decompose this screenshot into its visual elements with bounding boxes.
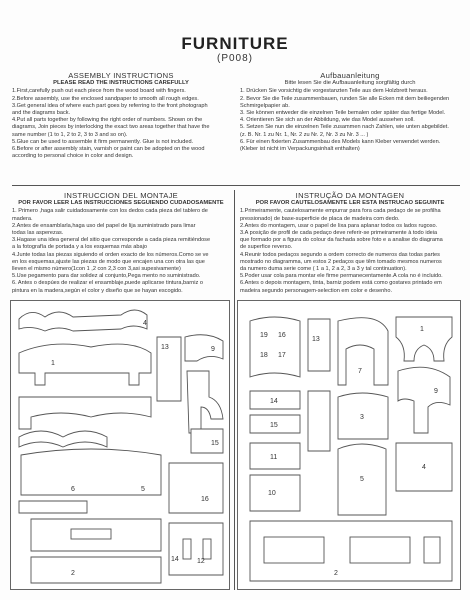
parts-diagram-right bbox=[238, 301, 460, 589]
part-number: 17 bbox=[278, 352, 286, 359]
part-number: 15 bbox=[270, 422, 278, 429]
english-step: 4.Put all parts together by following the right order of numbers. Shown on the bbox=[12, 117, 203, 124]
part-number: 6 bbox=[71, 486, 75, 493]
english-step: 1.First,carefully push out each piece from the wood board with fingers. bbox=[12, 88, 186, 95]
german-step: 3. Sie können entweder die einzelnen Teile bemalen oder später das fertige Model. bbox=[240, 110, 446, 117]
spanish-step: a la fotografía de portada y a los esquemas más abajo bbox=[12, 244, 147, 251]
part-piece bbox=[396, 317, 452, 361]
portuguese-step: 5.Poder usar cola para montar ele firme permanecentamente.A cola no é incluido. bbox=[240, 273, 443, 280]
german-step: 6. Für einen fixierten Zusammenbau des Models kann Kleber verwendet werden. bbox=[240, 138, 441, 145]
part-piece bbox=[169, 463, 223, 513]
english-heading: ASSEMBLY INSTRUCTIONS bbox=[68, 71, 174, 80]
part-number: 16 bbox=[278, 332, 286, 339]
part-slot bbox=[203, 539, 211, 559]
part-piece bbox=[185, 335, 223, 361]
german-step: 5. Setzen Sie nun die einzelnen Teile zusammen nach Zahlen, wie unten abgebildet. bbox=[240, 124, 449, 131]
part-number: 12 bbox=[197, 558, 205, 565]
part-number: 14 bbox=[270, 398, 278, 405]
portuguese-step: pressionado) de base-superficie de placa de madeira com dedo. bbox=[240, 215, 400, 222]
portuguese-step: que formado por a figura do colour da fachada sobre foto e a analise do diagrama bbox=[240, 237, 443, 244]
english-step: 6.Before or after assembly stain, varnish or paint can be adopted on the wood bbox=[12, 146, 205, 153]
german-instructions bbox=[240, 72, 460, 153]
product-code: (P008) bbox=[216, 53, 253, 64]
parts-diagram-left bbox=[11, 301, 229, 589]
spanish-step: en los esquemas,ajuste las piezas de modo que encajen una con otra las que bbox=[12, 258, 205, 265]
part-number: 1 bbox=[420, 326, 424, 333]
spanish-step: 3.Hagase una idea general del sitio que corresponde a cada pieza remitiéndose bbox=[12, 237, 211, 244]
portuguese-step: de superfice reverso. bbox=[240, 244, 293, 251]
portuguese-step: da numero duma serie come ( 1 a 1, 2 a 2, 3 a 3 y tal continuation). bbox=[240, 266, 407, 273]
part-number: 9 bbox=[211, 346, 215, 353]
part-number: 5 bbox=[360, 476, 364, 483]
part-slot bbox=[183, 539, 191, 559]
part-number: 2 bbox=[334, 570, 338, 577]
english-step: 2.Before assembly, use the enclosed sandpaper to smooth all rough edges. bbox=[12, 95, 199, 102]
part-piece bbox=[187, 371, 223, 433]
german-subheading: Bitte lesen Sie die Aufbauanleitung sorgfältig durch bbox=[284, 80, 416, 87]
part-number: 7 bbox=[358, 368, 362, 375]
spanish-step: pintura en la madera,según el color y diseño que se hayan escogido. bbox=[12, 287, 183, 294]
portuguese-heading: INSTRUÇÃO DA MONTAGEN bbox=[295, 191, 405, 200]
portuguese-step: madeira segundo personagem-selection em color e desenho. bbox=[240, 287, 393, 294]
vertical-divider bbox=[234, 190, 235, 590]
part-slot bbox=[350, 537, 410, 563]
spanish-step: 5.Use pegamento para dar solidez al conjunto,Pega mento no suministrado. bbox=[12, 273, 201, 280]
part-number: 18 bbox=[260, 352, 268, 359]
spanish-step: todas las asperezas. bbox=[12, 230, 64, 237]
german-heading: Aufbauanleitung bbox=[320, 71, 380, 80]
part-number: 2 bbox=[71, 570, 75, 577]
part-number: 19 bbox=[260, 332, 268, 339]
english-step: 5.Glue can be used to assemble it firm permanently. Glue is not included. bbox=[12, 138, 194, 145]
part-piece bbox=[169, 523, 223, 575]
spanish-heading: INSTRUCCION DEL MONTAJE bbox=[63, 191, 179, 200]
part-piece bbox=[308, 391, 330, 451]
horizontal-divider bbox=[12, 185, 460, 186]
part-piece bbox=[19, 431, 107, 447]
german-step: (Kleber ist nicht im Verpackungsinhalt enthalten) bbox=[240, 146, 360, 153]
spanish-step: 4.Junte todas las piezas siguiendo el orden exacto de los números.Como se ve bbox=[12, 251, 209, 258]
part-slot bbox=[424, 537, 440, 563]
german-step: 1. Drücken Sie vorsichtig die vorgestanzten Teile aus dem Holzbrett heraus. bbox=[240, 88, 428, 95]
part-piece bbox=[19, 397, 151, 429]
german-step: 2. Bevor Sie die Teile zusammenbauen, runden Sie alle Ecken mit dem beiliegenden bbox=[240, 95, 450, 102]
part-number: 14 bbox=[171, 556, 179, 563]
english-steps bbox=[12, 88, 230, 160]
english-step: and the diagrams back. bbox=[12, 110, 71, 117]
spanish-step: 2.Antes de ensamblarla,haga uso del papel de lija suministrado para limar bbox=[12, 222, 196, 229]
part-number: 4 bbox=[143, 320, 147, 327]
part-number: 1 bbox=[51, 360, 55, 367]
part-number: 9 bbox=[434, 388, 438, 395]
part-number: 13 bbox=[312, 336, 320, 343]
german-step: (z. B. Nr. 1 zu Nr. 1, Nr. 2 zu Nr. 2, Nr. 3 zu Nr. 3 ... ) bbox=[240, 131, 369, 138]
english-step: same number (1 to 1, 2 to 2, 3 to 3 and so on). bbox=[12, 131, 128, 138]
part-number: 3 bbox=[360, 414, 364, 421]
part-piece bbox=[19, 344, 151, 385]
portuguese-step: 4.Reunir todos pedaços segundo a ordem correcto de numeros das todas partes bbox=[240, 251, 440, 258]
part-piece bbox=[19, 501, 87, 513]
german-step: Schmirgelpapier ab. bbox=[240, 102, 290, 109]
part-slot bbox=[71, 529, 111, 539]
part-piece bbox=[19, 310, 147, 331]
spanish-step: madera. bbox=[12, 215, 33, 222]
part-piece bbox=[338, 318, 388, 385]
spanish-step: 1. Primero ,haga salir cuidadosamente con los dedos cada pieza del tablero de bbox=[12, 208, 208, 215]
spanish-step: lleven el mismo número(1con 1 ,2 con 2,3 con 3,asi supesivamente) bbox=[12, 266, 181, 273]
portuguese-instructions bbox=[240, 192, 460, 295]
part-number: 4 bbox=[422, 464, 426, 471]
english-instructions bbox=[12, 72, 230, 160]
parts-board-left bbox=[10, 300, 230, 590]
part-piece bbox=[31, 557, 161, 583]
portuguese-step: mostrado no diagramma, um estos 2 pedaços que têm tomado mesmos numeros bbox=[240, 258, 442, 265]
portuguese-step: 6.Antes o depois montagem, tinta, barniz podem está como gostares printado em bbox=[240, 280, 442, 287]
english-step: diagrams, Join pieces by interlocking the exact two areas together that have the bbox=[12, 124, 210, 131]
page-title: FURNITURE bbox=[181, 34, 289, 53]
spanish-steps bbox=[12, 208, 230, 294]
part-number: 15 bbox=[211, 440, 219, 447]
german-steps bbox=[240, 88, 460, 153]
spanish-instructions bbox=[12, 192, 230, 295]
portuguese-steps bbox=[240, 208, 460, 294]
spanish-step: 6. Antes o despúes de realizar el ensamblaje,puede aplicarse tintura,barniz o bbox=[12, 280, 203, 287]
portuguese-subheading: POR FAVOR CAUTELOSAMENTE LER ESTA INSTRUCAO SEGUINTE bbox=[255, 200, 445, 207]
portuguese-step: 1.Primeiramente, cautelosamente empurrar para fora cada pedaço de se profilha bbox=[240, 208, 441, 215]
portuguese-step: 3.A posição de profil de cada pedaço deve referir-se primeiramente à todo ideia bbox=[240, 230, 438, 237]
spanish-subheading: POR FAVOR LEER LAS INSTRUCCIONES SEGUIENDO CUDADOSAMENTE bbox=[18, 200, 224, 207]
english-step: according to personal choice in color and design. bbox=[12, 153, 134, 160]
part-piece bbox=[21, 449, 161, 495]
part-number: 16 bbox=[201, 496, 209, 503]
portuguese-step: 2.Antes do montagem, usar o papel de lixa para aplanar todos os lados rugoso. bbox=[240, 222, 438, 229]
german-step: 4. Orientieren Sie sich an der Abbildung, wie das Model aussehen soll. bbox=[240, 117, 415, 124]
part-number: 5 bbox=[141, 486, 145, 493]
part-number: 13 bbox=[161, 344, 169, 351]
part-piece bbox=[250, 317, 300, 377]
part-piece bbox=[398, 367, 450, 433]
english-step: 3.Get general idea of where each part goes by referring to the front photograph bbox=[12, 102, 208, 109]
parts-board-right bbox=[237, 300, 461, 590]
part-number: 11 bbox=[270, 454, 278, 461]
part-piece bbox=[308, 319, 330, 371]
part-number: 10 bbox=[268, 490, 276, 497]
english-subheading: PLEASE READ THE INSTRUCTIONS CAREFULLY bbox=[53, 80, 189, 87]
part-slot bbox=[264, 537, 324, 563]
